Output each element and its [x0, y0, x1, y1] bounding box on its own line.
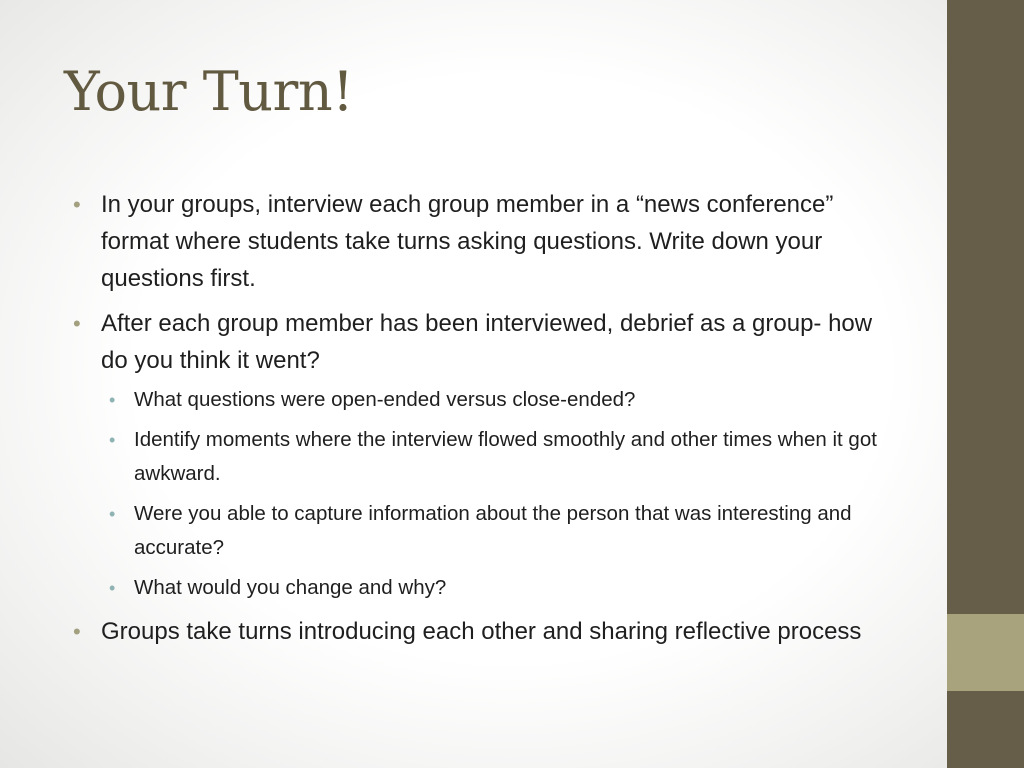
bullet-text: After each group member has been interviewed, debrief as a group- how do you think it went? — [101, 310, 873, 374]
side-accent-block — [947, 614, 1024, 691]
sub-bullet-text: • What questions were open-ended versus close-ended? — [134, 388, 636, 411]
sub-bullet-text: • What would you change and why? — [134, 576, 447, 599]
sub-bullet-item — [101, 383, 900, 417]
sub-bullet-item — [101, 497, 900, 565]
sub-bullet-item — [101, 571, 900, 605]
slide-title: Your Turn! — [64, 60, 354, 123]
bullet-item — [70, 613, 900, 650]
bullet-item — [70, 305, 900, 605]
bullet-text: Groups take turns introducing each other and sharing reflective process — [101, 618, 862, 645]
bullet-item — [70, 186, 900, 297]
bullet-text: In your groups, interview each group member in a “news conference” format where students take turns asking questions. Write down your questions first. — [101, 191, 834, 292]
sub-bullet-text: • Were you able to capture information about the person that was interesting and accurate? — [134, 502, 852, 559]
sub-bullet-list — [101, 383, 900, 605]
sub-bullet-text: • Identify moments where the interview flowed smoothly and other times when it got awkward. — [134, 428, 877, 485]
slide-content — [70, 186, 900, 658]
sub-bullet-item — [101, 423, 900, 491]
bullet-list — [70, 186, 900, 650]
